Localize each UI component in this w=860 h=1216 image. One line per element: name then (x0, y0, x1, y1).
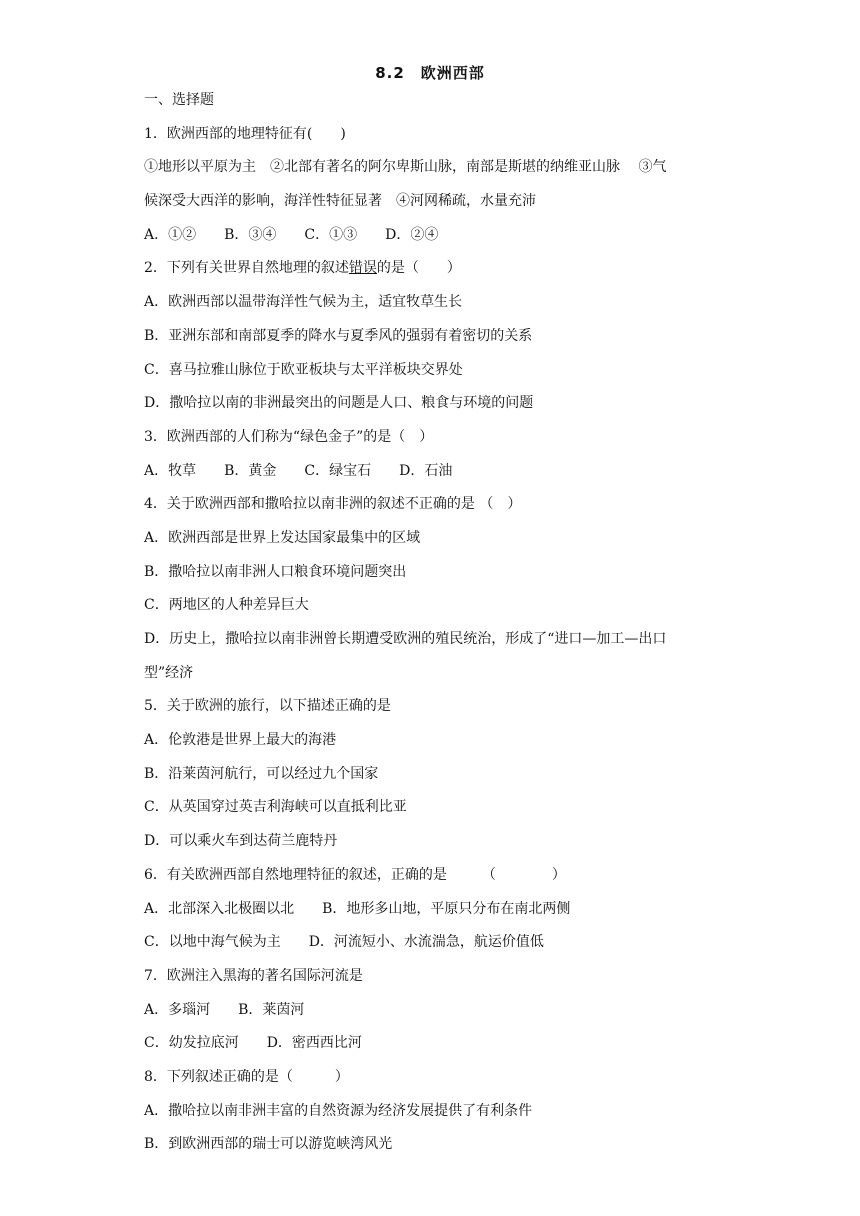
question-4-option-c: C．两地区的人种差异巨大 (144, 597, 309, 614)
q2-suffix: 的是（ ） (376, 260, 461, 277)
question-2-option-b: B．亚洲东部和南部夏季的降水与夏季风的强弱有着密切的关系 (144, 327, 533, 344)
q2-underlined: 错误 (348, 260, 377, 277)
question-1-statements-cont: 候深受大西洋的影响，海洋性特征显著 ④河网稀疏，水量充沛 (144, 193, 536, 210)
question-6-options-cd: C．以地中海气候为主 D．河流短小、水流湍急，航运价值低 (144, 934, 544, 951)
question-1-statements: ①地形以平原为主 ②北部有著名的阿尔卑斯山脉，南部是斯堪的纳维亚山脉 ③气 (144, 159, 667, 176)
question-4-option-b: B．撒哈拉以南非洲人口粮食环境问题突出 (144, 563, 407, 580)
question-7-options-cd: C．幼发拉底河 D．密西西比河 (144, 1035, 362, 1052)
q2-prefix: 2．下列有关世界自然地理的叙述 (144, 260, 349, 277)
question-4-option-d-cont: 型”经济 (144, 664, 194, 681)
question-5-option-a: A．伦敦港是世界上最大的海港 (144, 732, 337, 749)
question-4-option-d: D．历史上，撒哈拉以南非洲曾长期遭受欧洲的殖民统治，形成了“进口—加工—出口 (144, 631, 667, 647)
question-3-stem: 3．欧洲西部的人们称为“绿色金子”的是（ ） (144, 428, 434, 445)
question-3-options: A．牧草 B．黄金 C．绿宝石 D．石油 (144, 462, 453, 479)
question-5-stem: 5．关于欧洲的旅行，以下描述正确的是 (144, 698, 391, 715)
question-2-option-a: A．欧洲西部以温带海洋性气候为主，适宜牧草生长 (144, 294, 463, 311)
question-6-stem: 6．有关欧洲西部自然地理特征的叙述，正确的是 （ ） (144, 866, 566, 883)
question-list (144, 90, 724, 1168)
page-title: 8.2 欧洲西部 (375, 64, 485, 82)
question-1-options: A．①② B．③④ C．①③ D．②④ (144, 226, 439, 243)
question-8-stem: 8．下列叙述正确的是（ ） (144, 1068, 349, 1085)
question-4-stem: 4．关于欧洲西部和撒哈拉以南非洲的叙述不正确的是 （ ） (144, 496, 522, 513)
question-2-option-d: D．撒哈拉以南的非洲最突出的问题是人口、粮食与环境的问题 (144, 395, 534, 412)
question-2-stem (144, 258, 724, 292)
question-8-option-a: A．撒哈拉以南非洲丰富的自然资源为经济发展提供了有利条件 (144, 1102, 533, 1119)
section-heading: 一、选择题 (144, 92, 214, 108)
question-7-stem: 7．欧洲注入黑海的著名国际河流是 (144, 967, 363, 984)
question-6-options-ab: A．北部深入北极圈以北 B．地形多山地，平原只分布在南北两侧 (144, 900, 571, 917)
question-8-option-b: B．到欧洲西部的瑞士可以游览峡湾风光 (144, 1136, 393, 1153)
question-2-option-c: C．喜马拉雅山脉位于欧亚板块与太平洋板块交界处 (144, 361, 463, 378)
question-5-option-b: B．沿莱茵河航行，可以经过九个国家 (144, 765, 379, 782)
question-5-option-d: D．可以乘火车到达荷兰鹿特丹 (144, 833, 338, 850)
question-7-options-ab: A．多瑙河 B．莱茵河 (144, 1001, 305, 1018)
question-5-option-c: C．从英国穿过英吉利海峡可以直抵利比亚 (144, 799, 407, 816)
question-1-stem: 1．欧洲西部的地理特征有( ) (144, 125, 346, 142)
question-4-option-a: A．欧洲西部是世界上发达国家最集中的区域 (144, 529, 421, 546)
